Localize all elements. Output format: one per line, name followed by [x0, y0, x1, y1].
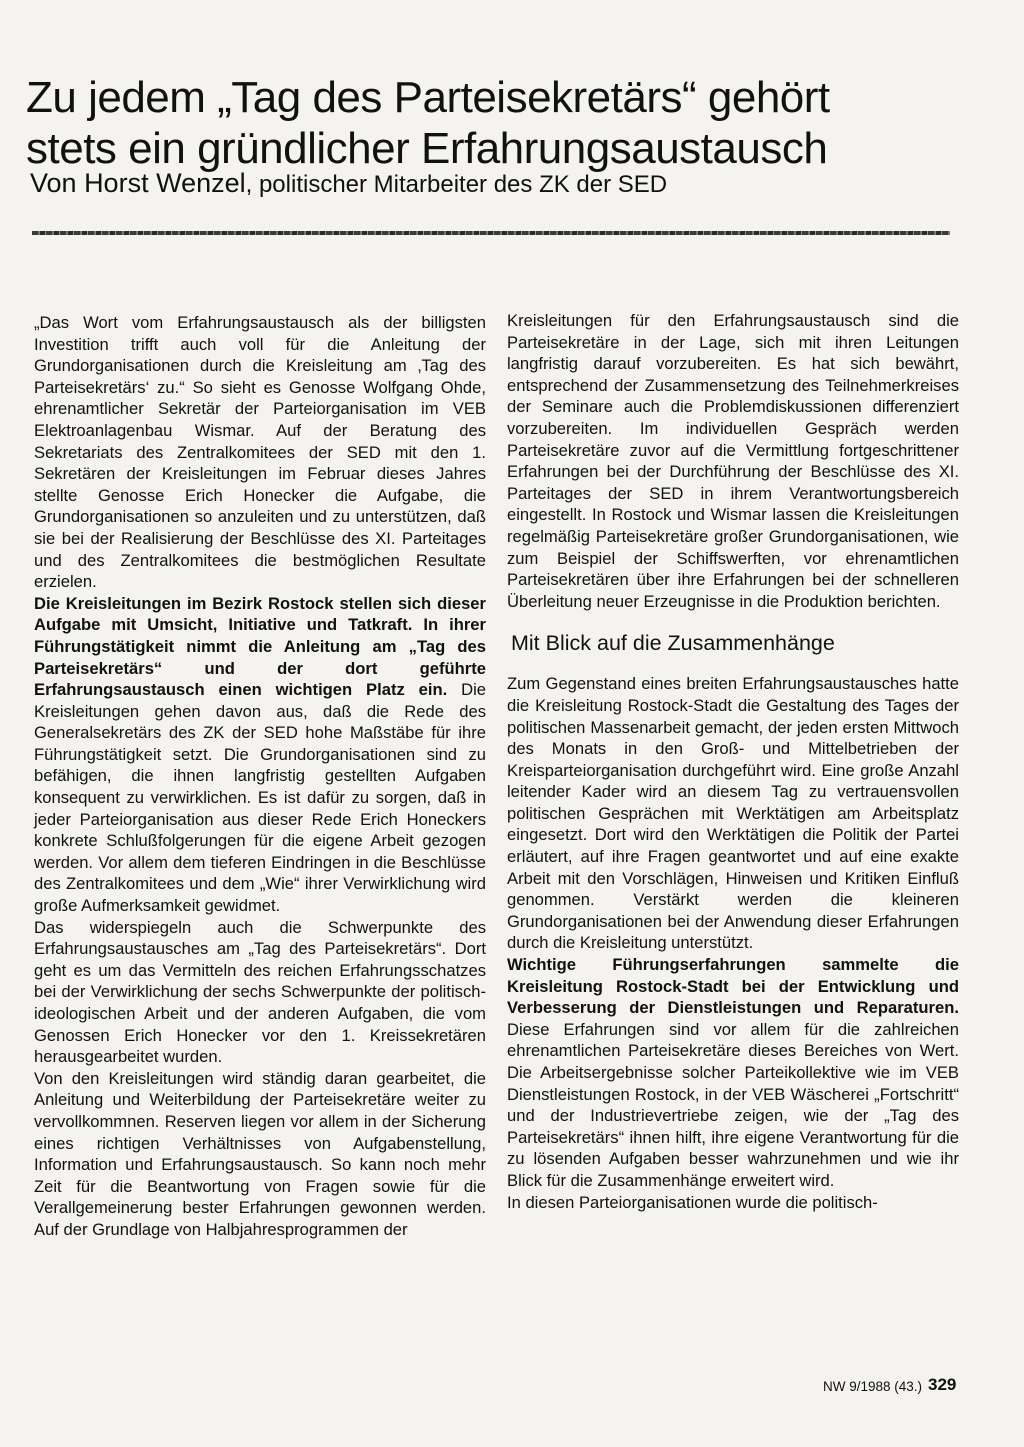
paragraph-text: Diese Erfahrungen sind vor allem für die zahlreichen ehrenamtlichen Parteisekretäre dieses Bereiches von Wert. Die Arbeitsergebnisse solcher Parteikollektive wie im VEB Dienstleistungen Rostock, in der VEB Wäscherei „Fortschritt“ und der Industrievertriebe zeigen, wie der „Tag des Parteisekretärs“ ihnen hilft, ihre eigene Verantwortung für die zu lösenden Aufgaben besser wahrzunehmen und wie ihr Blick für die Zusammenhänge erweitert wird. [507, 1019, 959, 1190]
bold-lead: Die Kreisleitungen im Bezirk Rostock stellen sich dieser Aufgabe mit Umsicht, Initiative und Tatkraft. In ihrer Führungstätigkeit nimmt die Anleitung am „Tag des Parteisekretärs“ und der dort geführte Erfahrungsaustausch einen wichtigen Platz ein. [34, 593, 486, 700]
paragraph: „Das Wort vom Erfahrungsaustausch als der billigsten Investition trifft auch voll für die Anleitung der Grundorganisationen durch die Kreisleitung am ‚Tag des Parteisekretärs‘ zu.“ So sieht es Genosse Wolfgang Ohde, ehrenamtlicher Sekretär der Parteiorganisation im VEB Elektroanlagenbau Wismar. Auf der Beratung des Sekretariats des Zentralkomitees der SED mit den 1. Sekretären der Kreisleitungen im Februar dieses Jahres stellte Genosse Erich Honecker die Aufgabe, die Grundorganisationen so anzuleiten und zu unterstützen, daß sie bei der Realisierung der Beschlüsse des XI. Parteitages und des Zentralkomitees die bestmöglichen Resultate erzielen. [34, 313, 486, 592]
paragraph: In diesen Parteiorganisationen wurde die politisch- [507, 1192, 878, 1212]
page-number: 329 [928, 1375, 957, 1394]
paragraph [34, 593, 486, 917]
title-line-1: Zu jedem „Tag des Parteisekretärs“ gehört [26, 73, 830, 122]
issue-reference: NW 9/1988 (43.) [823, 1379, 923, 1394]
article-title [26, 72, 986, 174]
paragraph: Das widerspiegeln auch die Schwerpunkte des Erfahrungsaustausches am „Tag des Parteisekretärs“. Dort geht es um das Vermitteln des reichen Erfahrungsschatzes bei der Verwirklichung der sechs Schwerpunkte der politisch-ideologischen Arbeit und der anderen Aufgaben, die vom Genossen Erich Honecker vor den 1. Kreissekretären herausgearbeitet wurden. [34, 917, 486, 1067]
paragraph: Von den Kreisleitungen wird ständig daran gearbeitet, die Anleitung und Weiterbildung der Parteisekretäre weiter zu vervollkommnen. Reserven liegen vor allem in der Sicherung eines richtigen Verhältnisses von Aufgabenstellung, Information und Erfahrungsaustausch. So kann noch mehr Zeit für die Beantwortung von Fragen sowie für die Verallgemeinerung bester Erfahrungen gewonnen werden. Auf der Grundlage von Halbjahresprogrammen der [34, 1068, 486, 1239]
byline [30, 168, 667, 199]
section-subheading: Mit Blick auf die Zusammenhänge [511, 631, 835, 656]
paragraph [507, 954, 959, 1192]
byline-prefix: Von [30, 168, 85, 198]
paragraph: Kreisleitungen für den Erfahrungsaustausch sind die Parteisekretäre in der Lage, sich mit ihren Leitungen langfristig darauf vorzubereiten. Es hat sich bewährt, entsprechend der Zusammensetzung des Teilnehmerkreises der Seminare auch die Problemdiskussionen differenziert vorzubereiten. Im individuellen Gespräch werden Parteisekretäre zuvor auf die Vermittlung fortgeschrittener Erfahrungen bei der Durchführung der Beschlüsse des XI. Parteitages der SED in ihrem Verantwortungsbereich eingestellt. In Rostock und Wismar lassen die Kreisleitungen regelmäßig Parteisekretäre großer Grundorganisationen, wie zum Beispiel der Schiffswerften, vor ehrenamtlichen Parteisekretären über ihre Erfahrungen bei der schnelleren Überleitung neuer Erzeugnisse in die Produktion berichten. [507, 311, 959, 611]
left-column [34, 312, 486, 1241]
bold-lead: Wichtige Führungserfahrungen sammelte die Kreisleitung Rostock-Stadt bei der Entwicklung und Verbesserung der Dienstleistungen und Reparaturen. [507, 955, 959, 1018]
paragraph: Zum Gegenstand eines breiten Erfahrungsaustausches hatte die Kreisleitung Rostock-Stadt die Gestaltung des Tages der politischen Massenarbeit gemacht, der jeden ersten Mittwoch des Monats in den Groß- und Mittelbetrieben der Kreisparteiorganisation durchgeführt wird. Eine große Anzahl leitender Kader wird an diesem Tag zu vertrauensvollen politischen Gesprächen mit Werktätigen am Arbeitsplatz eingesetzt. Dort wird den Werktätigen die Politik der Partei erläutert, auf ihre Fragen geantwortet und auf eine exakte Arbeit mit den Vorschlägen, Hinweisen und Kritiken Einfluß genommen. Verstärkt werden die kleineren Grundorganisationen bei der Anwendung dieser Erfahrungen durch die Kreisleitung unterstützt. [507, 674, 959, 953]
header-divider [32, 231, 950, 235]
author-role: , politischer Mitarbeiter des ZK der SED [245, 171, 668, 198]
paragraph-text: Die Kreisleitungen gehen davon aus, daß die Rede des Generalsekretärs des ZK der SED hohe Maßstäbe für ihre Führungstätigkeit setzt. Die Grundorganisationen sind zu befähigen, die ihnen langfristig gestellten Aufgaben konsequent zu verwirklichen. Es ist dafür zu sorgen, daß in jeder Parteiorganisation aus dieser Rede Erich Honeckers konkrete Schlußfolgerungen für die eigene Arbeit gezogen werden. Vor allem dem tieferen Eindringen in die Beschlüsse des Zentralkomitees und dem „Wie“ ihrer Verwirklichung wird große Aufmerksamkeit gewidmet. [34, 680, 486, 916]
author-name: Horst Wenzel [84, 168, 246, 198]
right-column [507, 310, 959, 1213]
title-line-2: stets ein gründlicher Erfahrungsaustausch [26, 124, 828, 173]
